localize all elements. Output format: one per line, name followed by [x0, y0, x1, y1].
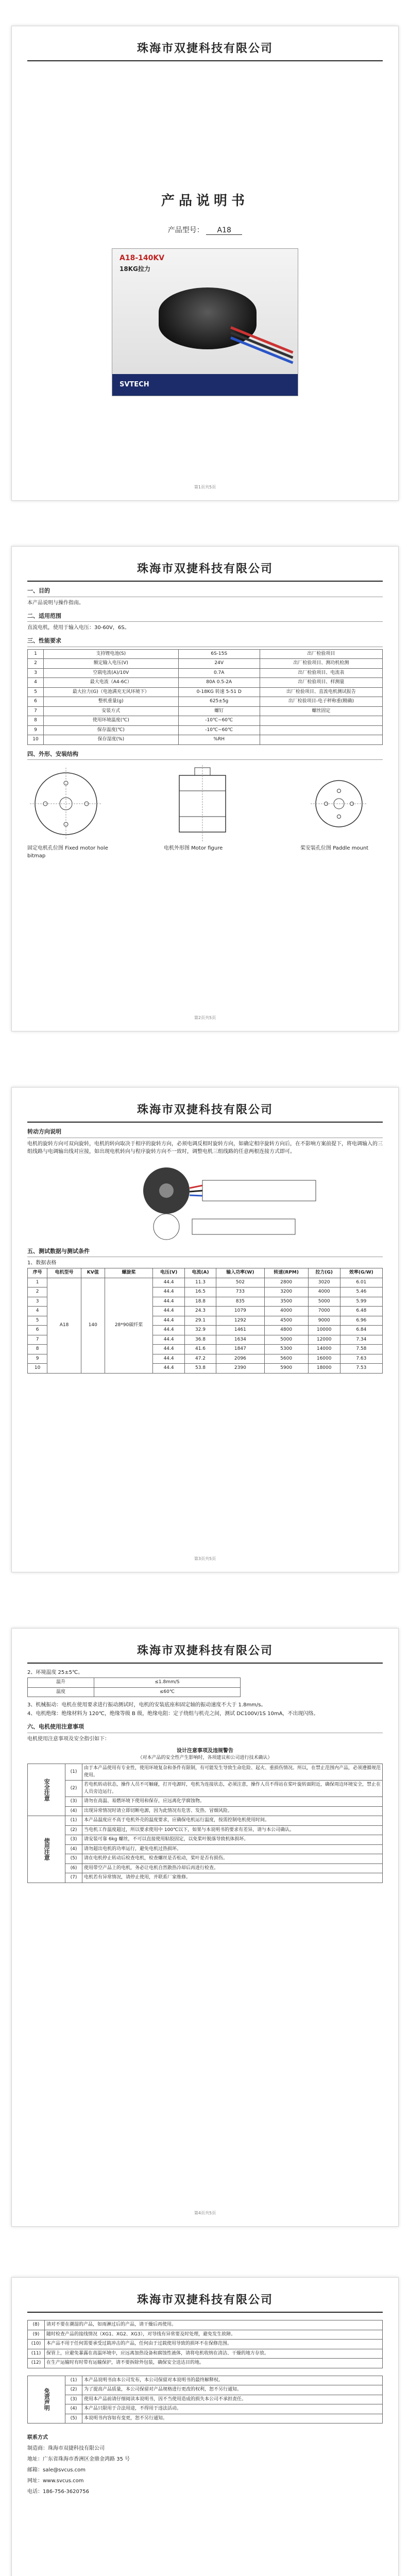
motor-wires [231, 326, 293, 357]
note-vibration: 3、机械振动：电机在使用要求进行振动测试时，电机的安装底座和固定轴的振动速度不大于 1.8mm/s。 [27, 1702, 266, 1708]
table-cell: 最大拉力(G)（电池满充无风环境下） [43, 687, 178, 697]
table-row [28, 1854, 383, 1864]
table-cell: 6.96 [340, 1316, 382, 1326]
disclaimer-table [27, 2376, 383, 2424]
table-row [28, 2349, 383, 2359]
table-cell: 9000 [308, 1316, 340, 1326]
table-row [28, 2385, 383, 2395]
warning-text: 请安装可靠 6kg 螺丝，不可以直接使用粘胶固定，以免桨叶脱落导致机体损坏。 [82, 1835, 383, 1845]
table-cell: 2 [28, 1287, 47, 1297]
warning-number: (6) [65, 1863, 82, 1873]
table-row [28, 659, 383, 669]
warning-number: (7) [65, 1873, 82, 1883]
drawing-label-motor: 电机外形图 Motor figure [164, 845, 223, 851]
table-cell: 8 [28, 1345, 47, 1354]
table-cell: 8 [28, 716, 44, 726]
table-row [28, 2330, 383, 2340]
table-cell: 保存温度(℃) [43, 725, 178, 735]
table-cell: 5000 [264, 1335, 308, 1345]
table-cell: 36.8 [184, 1335, 216, 1345]
test-subtitle: 1、数据表格 [27, 1260, 57, 1266]
table-row [28, 735, 383, 745]
table-cell: 额定输入电压(V) [43, 659, 178, 669]
table-cell: 7.58 [340, 1345, 382, 1354]
table-cell [260, 735, 382, 745]
table-cell: 2 [28, 659, 44, 669]
table-cell: 4 [28, 678, 44, 688]
table-cell: 出厂检验项目、直流电机测试报告 [260, 687, 382, 697]
table-cell: 835 [216, 1297, 264, 1307]
drawing-paddle-mount [300, 765, 383, 860]
table-header-cell: 转速(RPM) [264, 1268, 308, 1278]
table-cell: 3 [28, 668, 44, 678]
table-cell: 4500 [264, 1316, 308, 1326]
table-cell [260, 725, 382, 735]
table-header-cell: 电压(V) [153, 1268, 184, 1278]
table-cell: 4 [28, 1307, 47, 1316]
condition-table [27, 1677, 241, 1697]
warning-number: (4) [65, 1844, 82, 1854]
table-cell: 出厂检验项目、样测量 [260, 678, 382, 688]
table-cell: 空载电流(A)/10V [43, 668, 178, 678]
test-data-table [27, 1268, 383, 1374]
drawing-label-paddle: 桨安装孔位图 Paddle mount [300, 845, 369, 851]
company-name: 珠海市双捷科技有限公司 [27, 1629, 383, 1664]
table-cell: 53.8 [184, 1364, 216, 1374]
table-cell: 44.4 [153, 1297, 184, 1307]
table-cell: 5600 [264, 1354, 308, 1364]
table-row [28, 2404, 383, 2414]
disclaimer-number: (3) [65, 2395, 82, 2404]
table-cell: 5900 [264, 1364, 308, 1374]
test-section-title: 五、测试数据与测试条件 [27, 1247, 383, 1258]
table-row [28, 1687, 241, 1697]
table-row [28, 678, 383, 688]
warning-number: (9) [28, 2330, 45, 2340]
table-cell: 3 [28, 1297, 47, 1307]
table-row [28, 2414, 383, 2424]
table-cell: 10 [28, 735, 44, 745]
table-header-cell: 输入功率(W) [216, 1268, 264, 1278]
warning-text: 电机若有异常情况，请停止使用，并联系厂家维修。 [82, 1873, 383, 1883]
warning-text: 随时检查产品的接线情况（XG1、XG2、XG3），对导线有异常要及时处理，避免发生故障。 [45, 2330, 383, 2340]
table-row [28, 725, 383, 735]
table-cell: 12000 [308, 1335, 340, 1345]
table-cell: 44.4 [153, 1307, 184, 1316]
table-cell: ≤1.8mm/S [94, 1678, 240, 1688]
table-cell: 2390 [216, 1364, 264, 1374]
table-row [28, 1873, 383, 1883]
warning-box-subtitle: （对本产品的安全性产生影响时，各项建议和公司进行技术确认） [138, 1755, 272, 1760]
table-cell: 4000 [264, 1307, 308, 1316]
table-cell: 5000 [308, 1297, 340, 1307]
table-cell: 6.84 [340, 1326, 382, 1335]
disclaimer-text: 为了提高产品质量，本公司保留对产品规格进行更改的权利，恕不另行通知。 [82, 2385, 383, 2395]
disclaimer-number: (2) [65, 2385, 82, 2395]
table-cell: 24V [178, 659, 260, 669]
warning-text: 本产品温度应不高于电机外壳的温度要求，应确保电机运行温度，按需控制电机使用时间。 [82, 1816, 383, 1826]
table-header-cell: 拉力(G) [308, 1268, 340, 1278]
table-cell: 14000 [308, 1345, 340, 1354]
table-cell: 502 [216, 1278, 264, 1287]
table-cell: 625±5g [178, 697, 260, 707]
table-header-cell: 序号 [28, 1268, 47, 1278]
disclaimer-text: 使用本产品前请仔细阅读本说明书，因不当使用造成的损失本公司不承担责任。 [82, 2395, 383, 2404]
table-row [28, 697, 383, 707]
table-cell: 44.4 [153, 1335, 184, 1345]
table-cell: 1 [28, 1278, 47, 1287]
table-cell: 1 [28, 649, 44, 659]
section-structure-title: 四、外形、安装结构 [27, 750, 383, 760]
table-cell: 1847 [216, 1345, 264, 1354]
table-cell: 2096 [216, 1354, 264, 1364]
table-row [28, 706, 383, 716]
warning-number: (2) [65, 1781, 82, 1797]
page-number: 第1页共5页 [194, 485, 216, 489]
table-cell: 44.4 [153, 1287, 184, 1297]
company-name: 珠海市双捷科技有限公司 [27, 547, 383, 582]
table-cell: ≤60℃ [94, 1687, 240, 1697]
warning-number: (8) [28, 2320, 45, 2330]
contact-line: 地址：广东省珠海市香洲区金鼎金鸿路 35 号 [27, 2456, 130, 2462]
table-cell: 1461 [216, 1326, 264, 1335]
table-row [28, 1806, 383, 1816]
section-purpose-text: 本产品说明与操作指南。 [27, 600, 84, 606]
table-cell: 28*90碳纤桨 [105, 1278, 153, 1373]
table-cell: 出厂检验项目、测功机检测 [260, 659, 382, 669]
table-cell: 32.9 [184, 1326, 216, 1335]
warning-number: (3) [65, 1835, 82, 1845]
table-cell: 47.2 [184, 1354, 216, 1364]
warning-group-label: 安全注意 [28, 1764, 65, 1816]
warning-number: (5) [65, 1854, 82, 1864]
table-cell: 最大电流（A4-6C） [43, 678, 178, 688]
disclaimer-label: 免责声明 [28, 2376, 65, 2424]
table-cell: 螺丝固定 [260, 706, 382, 716]
warning-text: 本产品不用于任何需要承受过载冲击的产品，任何由于过载使用导致的损坏不在保修范围。 [45, 2340, 383, 2349]
page-number: 第4页共5页 [194, 2211, 216, 2215]
table-cell: 4000 [308, 1287, 340, 1297]
warning-text: 出现异常情况时请立即切断电源，因为此情况有危害、发热、冒烟风险。 [82, 1806, 383, 1816]
table-cell: 5 [28, 687, 44, 697]
fixed-hole-drawing-icon [27, 765, 105, 842]
table-cell: 出厂检验项目 [260, 649, 382, 659]
table-row [28, 649, 383, 659]
rotation-illustration [27, 1160, 383, 1242]
drawing-label-fixed-hole: 固定电机孔位图 Fixed motor hole bitmap [27, 845, 108, 859]
table-row [28, 668, 383, 678]
drawing-fixed-hole [27, 765, 110, 860]
disclaimer-page [11, 2277, 399, 2576]
table-cell: 3200 [264, 1287, 308, 1297]
table-cell: 44.4 [153, 1364, 184, 1374]
drawing-motor-figure [164, 765, 246, 860]
spec-page [11, 546, 399, 1031]
warning-text: 若电机转动状态，操作人员不可触碰，打开电源时，电机为连接状态，必须注意，操作人员不得站在桨叶旋转面附近，确保周边环境安全，禁止在人员旁边运行。 [82, 1781, 383, 1797]
warning-number: (4) [65, 1806, 82, 1816]
disclaimer-number: (4) [65, 2404, 82, 2414]
usage-notes-subtitle: 电机使用注意事项及安全指引如下： [27, 1736, 110, 1742]
condition-title: 2、环境温度 25±5℃。 [27, 1670, 83, 1675]
section-performance-title: 三、性能要求 [27, 637, 383, 647]
table-cell: 44.4 [153, 1345, 184, 1354]
test-page [11, 1087, 399, 1572]
table-cell: 安装方式 [43, 706, 178, 716]
warning-text: 当电机工作温度超过，所以要求使用中 100℃以下，如果与本说明书的要求有差异，请与本公司确认。 [82, 1825, 383, 1835]
table-cell: 5.46 [340, 1287, 382, 1297]
table-row [28, 1678, 241, 1688]
company-name: 珠海市双捷科技有限公司 [27, 26, 383, 61]
warning-text: 由于本产品使用有专业性，使用环境复杂和条件有限制，有可能发生导致生命危险、起火、重损伤情况。所以，在禁止范围内产品，必须遵循规范使用。 [82, 1764, 383, 1781]
table-cell: 6 [28, 697, 44, 707]
table-row [28, 1278, 383, 1287]
warning-group-label: 使用注意 [28, 1816, 65, 1883]
warning-number: (10) [28, 2340, 45, 2349]
table-cell: 10000 [308, 1326, 340, 1335]
table-cell: A18 [47, 1278, 81, 1373]
table-row [28, 2395, 383, 2404]
table-cell: 保存湿度(%) [43, 735, 178, 745]
warning-table [27, 1764, 383, 1883]
table-cell: 44.4 [153, 1316, 184, 1326]
table-cell: 11.3 [184, 1278, 216, 1287]
table-cell: 5.99 [340, 1297, 382, 1307]
table-cell: 9 [28, 1354, 47, 1364]
warning-text: 请在电机停止转动后检查电机，检查螺丝是否松动，桨叶是否有损伤。 [82, 1854, 383, 1864]
table-cell: 6S-15S [178, 649, 260, 659]
table-cell: 6 [28, 1326, 47, 1335]
table-cell: 0-18KG 转速 5-51 D [178, 687, 260, 697]
table-cell: 18.8 [184, 1297, 216, 1307]
table-row [28, 2320, 383, 2330]
warning-number: (11) [28, 2349, 45, 2359]
warning-number: (1) [65, 1816, 82, 1826]
company-name: 珠海市双捷科技有限公司 [27, 1088, 383, 1123]
table-cell: 温升 [28, 1678, 94, 1688]
product-image [112, 248, 298, 396]
table-header-cell: 电机型号 [47, 1268, 81, 1278]
table-cell: 出厂检验项目-电子秤称重(精确) [260, 697, 382, 707]
table-cell: 支持锂电池(S) [43, 649, 178, 659]
warning-box-title: 设计注意事项及违规警告 [177, 1748, 233, 1754]
warning-text: 请对不要在潮湿的产品，如雨淋过后的产品，请干燥后再使用。 [45, 2320, 383, 2330]
table-cell: -10℃~60℃ [178, 716, 260, 726]
table-cell: 7000 [308, 1307, 340, 1316]
table-row [28, 1816, 383, 1826]
paddle-mount-drawing-icon [300, 765, 378, 842]
table-row [28, 1764, 383, 1781]
warning-number: (1) [65, 1764, 82, 1781]
warning-text: 请勿超出电机的功率运行，避免电机过热损坏。 [82, 1844, 383, 1854]
table-cell: 7.34 [340, 1335, 382, 1345]
table-cell: 7.63 [340, 1354, 382, 1364]
contact-line: 邮箱：sale@svcus.com [27, 2467, 86, 2473]
table-cell: 3020 [308, 1278, 340, 1287]
table-cell: 44.4 [153, 1326, 184, 1335]
rotation-title: 转动方向说明 [27, 1128, 383, 1138]
section-scope-title: 二、适用范围 [27, 612, 383, 622]
page-number: 第2页共5页 [194, 1015, 216, 1020]
drawings [27, 765, 383, 860]
table-row [28, 1825, 383, 1835]
table-cell: 140 [81, 1278, 105, 1373]
table-cell: 1634 [216, 1335, 264, 1345]
cover-page [11, 26, 399, 501]
disclaimer-text: 本产品说明书由本公司发布，本公司保留对本说明书的最终解释权。 [82, 2376, 383, 2385]
table-cell: 16000 [308, 1354, 340, 1364]
contact-line: 网址：www.svcus.com [27, 2478, 84, 2484]
table-cell: 1079 [216, 1307, 264, 1316]
table-cell: 6.48 [340, 1307, 382, 1316]
page-number: 第3页共5页 [194, 1556, 216, 1561]
table-row [28, 1797, 383, 1807]
warning-text: 保管上，应避免暴露在高温环境中，应远离加热设备和腐蚀性液体，请将电机收纳在清洁、干燥的地方存放。 [45, 2349, 383, 2359]
disclaimer-text: 本说明书内容如有变更，恕不另行通知。 [82, 2414, 383, 2424]
table-row [28, 687, 383, 697]
section-scope-text: 直流电机，使用于输入电压：30-60V，6S。 [27, 625, 130, 631]
table-cell: 4800 [264, 1326, 308, 1335]
table-cell: 0.7A [178, 668, 260, 678]
warning-text: 使用带空产品上的电机，务必让电机自然散热冷却后再进行检查。 [82, 1863, 383, 1873]
section-purpose-title: 一、目的 [27, 587, 383, 597]
table-row [28, 2376, 383, 2385]
brand-logo: SVTECH [112, 374, 298, 396]
continued-warning-table [27, 2320, 383, 2368]
warning-text: 在生产运输时有时带有运输保护，请不要拆除外包装，确保安全送达目的地。 [45, 2359, 383, 2368]
product-image-label: A18-140KV [120, 254, 165, 262]
table-cell: 29.1 [184, 1316, 216, 1326]
table-cell: 7.53 [340, 1364, 382, 1374]
table-cell: 6.01 [340, 1278, 382, 1287]
table-row [28, 1863, 383, 1873]
table-row [28, 1844, 383, 1854]
warning-text: 请勿在高温、易燃环境下使用和保存，应远离化学腐蚀物。 [82, 1797, 383, 1807]
table-cell: 使用环境温度(℃) [43, 716, 178, 726]
table-cell: 41.6 [184, 1345, 216, 1354]
table-cell [260, 716, 382, 726]
table-cell: 温度 [28, 1687, 94, 1697]
table-cell: 螺钉 [178, 706, 260, 716]
table-cell: 10 [28, 1364, 47, 1374]
company-name: 珠海市双捷科技有限公司 [27, 2278, 383, 2313]
disclaimer-text: 本产品只限用于合法用途，不得用于违法活动。 [82, 2404, 383, 2414]
table-header-cell: 电流(A) [184, 1268, 216, 1278]
contact-block [27, 2434, 383, 2496]
contact-line: 制造商：珠海市双捷科技有限公司 [27, 2446, 105, 2451]
table-header-cell: 螺旋桨 [105, 1268, 153, 1278]
rotation-diagram-icon [27, 1160, 383, 1242]
disclaimer-number: (1) [65, 2376, 82, 2385]
table-cell: 7 [28, 706, 44, 716]
motor-side-drawing-icon [164, 765, 241, 842]
note-insulation: 4、电机绝缘：绝缘材料为 120℃，绝缘等级 B 级，绝缘电阻：定子绕组与机壳之间，测试 DC100V/1S 10mA，不出现闪络。 [27, 1711, 319, 1717]
contact-title: 联系方式 [27, 2435, 48, 2441]
table-cell: 24.3 [184, 1307, 216, 1316]
rotation-text: 电机的旋转方向可双向旋转，电机的转向取决于相序的旋转方向，必须电调反相时旋转方向，如确定相序旋转方向后，在不影响方案前提下，将电调输入的三组线路与电调输出线对应接，如出现电机转向与程序旋转方向不一致时，调整电机三组线路的任意两根连接方式即可。 [27, 1141, 383, 1155]
contact-line: 电话：186-756-3620756 [27, 2489, 89, 2495]
table-row [28, 2340, 383, 2349]
table-row [28, 1835, 383, 1845]
model-value: A18 [206, 226, 242, 235]
table-row [28, 1781, 383, 1797]
table-cell: 18000 [308, 1364, 340, 1374]
table-row [28, 2359, 383, 2368]
table-cell: 整机重量(g) [43, 697, 178, 707]
model-line [12, 225, 398, 235]
table-header-cell: 效率(G/W) [340, 1268, 382, 1278]
table-cell: 80A 0.5-2A [178, 678, 260, 688]
table-cell: 733 [216, 1287, 264, 1297]
table-cell: 2800 [264, 1278, 308, 1287]
usage-notes-title: 六、电机使用注意事项 [27, 1723, 383, 1733]
warning-number: (3) [65, 1797, 82, 1807]
table-cell: 7 [28, 1335, 47, 1345]
table-cell: 出厂检验项目、电流表 [260, 668, 382, 678]
table-cell: 3500 [264, 1297, 308, 1307]
table-cell: 1292 [216, 1316, 264, 1326]
document-title: 产品说明书 [161, 193, 249, 209]
table-row [28, 716, 383, 726]
disclaimer-number: (5) [65, 2414, 82, 2424]
table-cell: -10℃~60℃ [178, 725, 260, 735]
model-label: 产品型号： [167, 226, 204, 234]
table-cell: 9 [28, 725, 44, 735]
table-cell: 16.5 [184, 1287, 216, 1297]
warning-number: (2) [65, 1825, 82, 1835]
table-header-cell: KV值 [81, 1268, 105, 1278]
table-cell: %RH [178, 735, 260, 745]
warnings-page [11, 1628, 399, 2227]
spec-table [27, 649, 383, 745]
table-cell: 5300 [264, 1345, 308, 1354]
table-cell: 44.4 [153, 1278, 184, 1287]
table-cell: 5 [28, 1316, 47, 1326]
table-cell: 44.4 [153, 1354, 184, 1364]
product-image-subtitle: 18KG拉力 [120, 265, 150, 273]
warning-number: (12) [28, 2359, 45, 2368]
